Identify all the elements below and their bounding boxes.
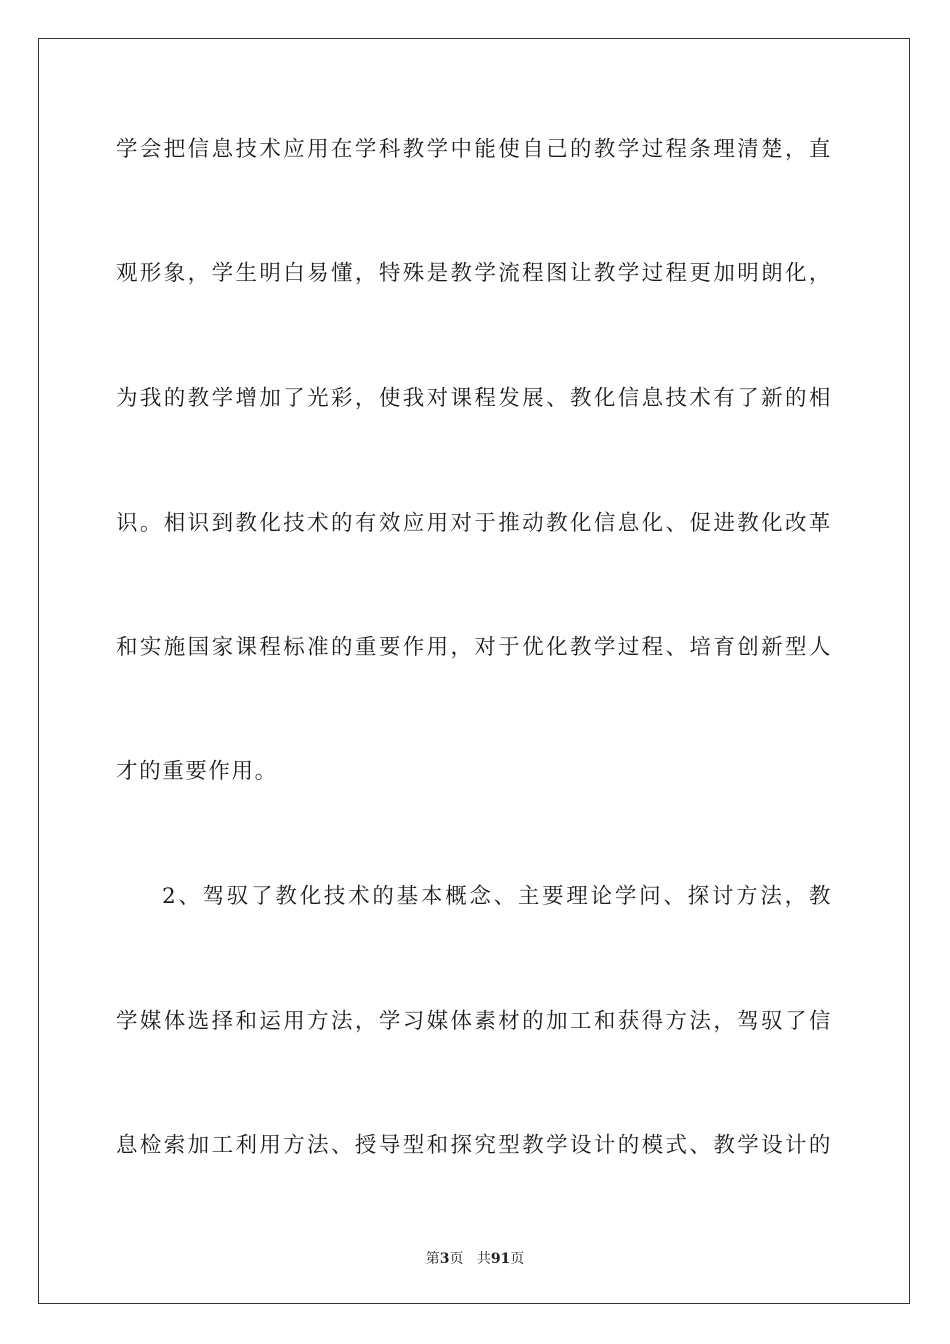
page-prefix: 第	[425, 1251, 440, 1267]
total-prefix: 共	[476, 1251, 491, 1267]
total-suffix: 页	[510, 1251, 525, 1267]
text-line-8: 学媒体选择和运用方法，学习媒体素材的加工和获得方法，驾驭了信	[116, 1009, 832, 1034]
text-line-7: 2、驾驭了教化技术的基本概念、主要理论学问、探讨方法，教	[162, 884, 832, 909]
text-line-2: 观形象，学生明白易懂，特殊是教学流程图让教学过程更加明朗化，	[116, 261, 832, 286]
text-line-9: 息检索加工利用方法、授导型和探究型教学设计的模式、教学设计的	[116, 1133, 832, 1158]
total-pages: 91	[490, 1251, 511, 1267]
page-border	[38, 38, 910, 1304]
page-suffix: 页	[449, 1251, 464, 1267]
text-line-6: 才的重要作用。	[116, 759, 278, 784]
text-line-1: 学会把信息技术应用在学科教学中能使自己的教学过程条理清楚，直	[116, 137, 832, 162]
text-line-5: 和实施国家课程标准的重要作用，对于优化教学过程、培育创新型人	[116, 635, 832, 660]
page-number: 3	[439, 1251, 450, 1267]
page-footer	[0, 1250, 950, 1268]
text-line-4: 识。相识到教化技术的有效应用对于推动教化信息化、促进教化改革	[116, 511, 832, 536]
text-line-3: 为我的教学增加了光彩，使我对课程发展、教化信息技术有了新的相	[116, 386, 832, 411]
